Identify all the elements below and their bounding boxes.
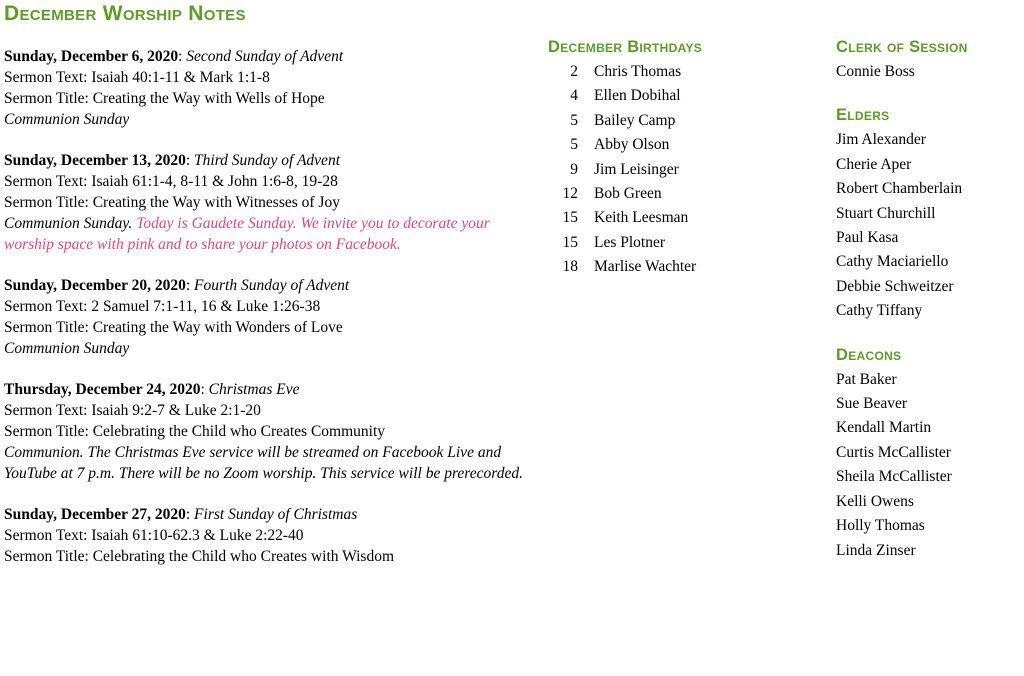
service-occasion: Fourth Sunday of Advent <box>194 277 350 294</box>
birthday-row <box>548 255 808 279</box>
service-entry <box>4 380 534 484</box>
sermon-text: Sermon Text: Isaiah 61:10-62.3 & Luke 2:22-40 <box>4 527 304 544</box>
service-occasion: First Sunday of Christmas <box>194 506 358 523</box>
page-title: December Worship Notes <box>4 2 246 25</box>
deacon-name: Curtis McCallister <box>836 443 951 461</box>
service-date-separator: : <box>185 506 195 523</box>
sermon-title: Sermon Title: Celebrating the Child who Creates with Wisdom <box>4 548 395 565</box>
services-list <box>4 47 534 588</box>
elder-name: Cathy Tiffany <box>836 302 923 320</box>
deacon-name: Linda Zinser <box>836 541 916 559</box>
sermon-title: Sermon Title: Creating the Way with Wonders of Love <box>4 319 343 336</box>
service-note <box>4 109 534 130</box>
sermon-title: Sermon Title: Creating the Way with Witnesses of Joy <box>4 194 340 211</box>
birthday-name: Jim Leisinger <box>594 160 679 178</box>
service-date: Sunday, December 13, 2020 <box>4 152 186 169</box>
birthday-name: Bailey Camp <box>594 111 676 129</box>
elder-name: Stuart Churchill <box>836 204 936 222</box>
elder-name: Jim Alexander <box>836 131 926 149</box>
service-date: Sunday, December 6, 2020 <box>4 48 179 65</box>
elders-heading: Elders <box>836 106 890 125</box>
birthday-name: Les Plotner <box>594 233 666 251</box>
service-date: Sunday, December 20, 2020 <box>4 277 186 294</box>
birthday-name: Chris Thomas <box>594 63 682 80</box>
service-date-line <box>4 151 534 171</box>
elder-name: Debbie Schweitzer <box>836 277 954 295</box>
birthday-row <box>548 206 808 230</box>
birthday-day: 2 <box>570 63 578 80</box>
service-note-text: Communion Sunday <box>4 111 130 128</box>
sermon-title: Sermon Title: Creating the Way with Wells of Hope <box>4 90 325 107</box>
birthday-day: 12 <box>562 185 578 203</box>
birthday-row <box>548 231 808 255</box>
service-note-text: Communion Sunday. <box>4 215 133 232</box>
birthday-name: Bob Green <box>594 185 662 203</box>
elder-name: Robert Chamberlain <box>836 180 963 198</box>
birthday-name: Ellen Dobihal <box>594 87 681 105</box>
birthday-day: 5 <box>570 111 578 129</box>
birthday-day: 15 <box>562 233 578 251</box>
birthdays-section <box>548 38 808 280</box>
clerk-of-session-section <box>836 38 1024 84</box>
service-note-highlight: Today is Gaudete Sunday. We invite you to decorate your worship space with pink and to share your photos on Facebook. <box>4 215 490 253</box>
elder-name: Paul Kasa <box>836 229 899 247</box>
clerk-heading: Clerk of Session <box>836 38 968 56</box>
birthday-row <box>548 158 808 182</box>
deacons-section <box>836 346 1024 563</box>
service-note-text: Communion. The Christmas Eve service will be streamed on Facebook Live and YouTube at 7 p.m. There will be no Zoom worship. This service will be prerecorded. <box>4 444 523 482</box>
service-occasion: Christmas Eve <box>208 381 300 398</box>
birthday-day: 4 <box>570 87 578 105</box>
service-entry <box>4 47 534 130</box>
service-note <box>4 338 534 359</box>
sermon-text: Sermon Text: Isaiah 9:2-7 & Luke 2:1-20 <box>4 402 261 419</box>
birthday-day: 9 <box>570 160 578 178</box>
deacons-heading: Deacons <box>836 345 902 364</box>
service-date: Sunday, December 27, 2020 <box>4 506 186 523</box>
birthday-name: Abby Olson <box>594 136 670 154</box>
deacon-name: Sheila McCallister <box>836 468 952 486</box>
elders-section <box>836 106 1024 323</box>
deacon-name: Pat Baker <box>836 370 897 388</box>
leadership-column <box>836 38 1024 579</box>
service-entry <box>4 505 534 567</box>
deacon-name: Holly Thomas <box>836 517 925 535</box>
elder-name: Cherie Aper <box>836 155 912 173</box>
birthday-name: Keith Leesman <box>594 209 689 227</box>
service-entry <box>4 151 534 255</box>
service-date-line <box>4 505 534 525</box>
deacon-name: Sue Beaver <box>836 395 908 413</box>
sermon-text: Sermon Text: 2 Samuel 7:1-11, 16 & Luke 1:26-38 <box>4 298 321 315</box>
service-date-separator: : <box>185 277 195 294</box>
service-date: Thursday, December 24, 2020 <box>4 381 201 398</box>
service-date-separator: : <box>178 48 187 65</box>
sermon-text: Sermon Text: Isaiah 61:1-4, 8-11 & John 1:6-8, 19-28 <box>4 173 338 190</box>
birthday-day: 18 <box>562 258 578 276</box>
sermon-title: Sermon Title: Celebrating the Child who Creates Community <box>4 423 386 440</box>
birthday-row <box>548 84 808 108</box>
birthday-row <box>548 133 808 157</box>
birthday-name: Marlise Wachter <box>594 258 697 276</box>
service-note-text: Communion Sunday <box>4 340 130 357</box>
elder-name: Cathy Maciariello <box>836 253 949 271</box>
sermon-text: Sermon Text: Isaiah 40:1-11 & Mark 1:1-8 <box>4 69 270 86</box>
service-note <box>4 442 534 484</box>
birthday-row <box>548 60 808 84</box>
clerk-name: Connie Boss <box>836 63 915 80</box>
service-occasion: Third Sunday of Advent <box>194 152 340 169</box>
birthday-row <box>548 109 808 133</box>
service-date-line <box>4 276 534 296</box>
birthday-day: 15 <box>562 209 578 227</box>
service-date-separator: : <box>200 381 209 398</box>
birthday-day: 5 <box>570 136 578 154</box>
deacon-name: Kendall Martin <box>836 419 932 437</box>
service-date-line <box>4 47 534 67</box>
birthdays-heading: December Birthdays <box>548 38 703 56</box>
service-entry <box>4 276 534 359</box>
service-date-separator: : <box>185 152 195 169</box>
deacon-name: Kelli Owens <box>836 492 914 510</box>
service-date-line <box>4 380 534 400</box>
service-occasion: Second Sunday of Advent <box>186 48 344 65</box>
birthday-row <box>548 182 808 206</box>
service-note <box>4 213 534 255</box>
